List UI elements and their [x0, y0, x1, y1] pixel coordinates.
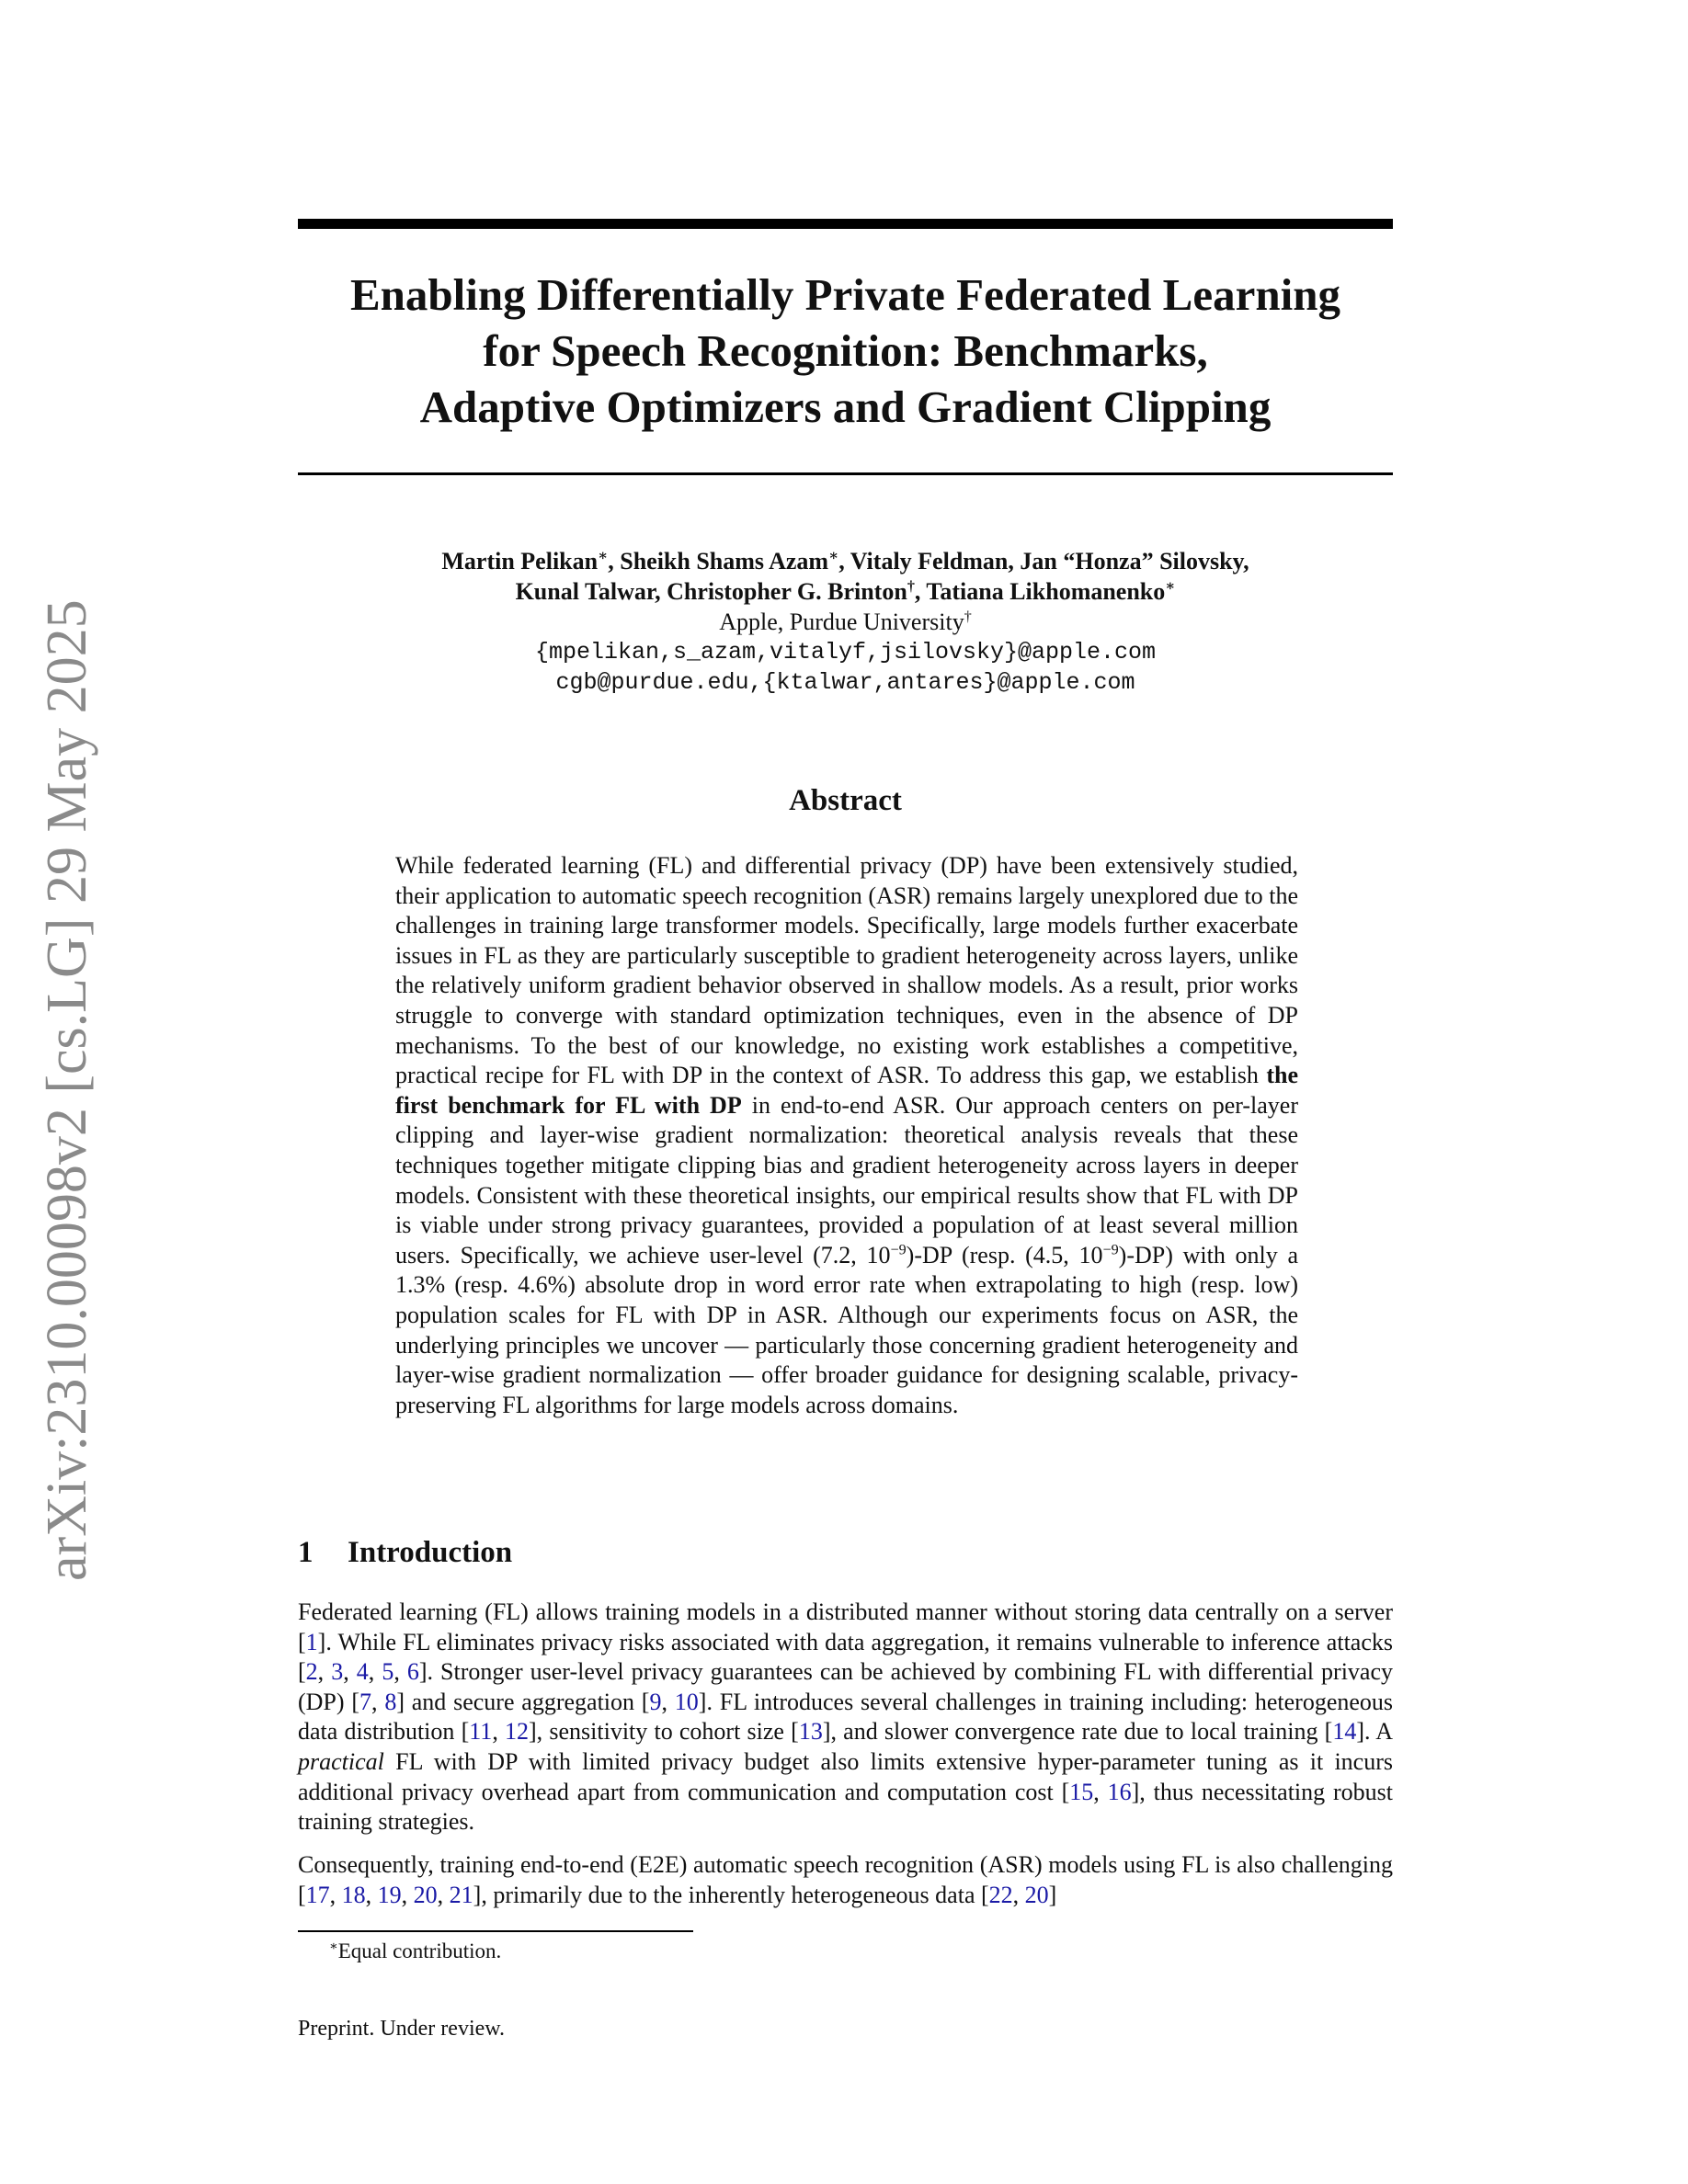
citation-link[interactable]: 19 — [377, 1881, 402, 1908]
citation-link[interactable]: 13 — [798, 1718, 823, 1746]
citation-link[interactable]: 18 — [341, 1881, 366, 1908]
citation-link[interactable]: 10 — [674, 1688, 699, 1715]
paper-title — [298, 267, 1393, 435]
citation-link[interactable]: 22 — [988, 1881, 1013, 1908]
author-name: Martin Pelikan — [441, 548, 599, 574]
section-title: Introduction — [348, 1536, 513, 1569]
citation-link[interactable]: 6 — [406, 1658, 419, 1686]
title-top-rule — [298, 219, 1393, 229]
citation-link[interactable]: 20 — [413, 1881, 438, 1908]
citation-link[interactable]: 1 — [305, 1628, 318, 1655]
equal-contribution-mark: ∗ — [828, 548, 839, 564]
citation-link[interactable]: 14 — [1332, 1718, 1357, 1746]
citation-link[interactable]: 15 — [1069, 1778, 1094, 1805]
citation-link[interactable]: 17 — [305, 1881, 330, 1908]
intro-paragraph-2: Consequently, training end-to-end (E2E) automatic speech recognition (ASR) models using FL is also challenging [17, 18, 19, 20, 21], primarily due to the inherently heterogeneous data [22, 20] — [298, 1851, 1393, 1908]
arxiv-sidebar-stamp: arXiv:2310.00098v2 [cs.LG] 29 May 2025 — [36, 599, 98, 1581]
citation-link[interactable]: 5 — [382, 1658, 394, 1686]
abstract-bold-claim: the first benchmark for FL with DP — [395, 1062, 1298, 1119]
exponent: −9 — [890, 1242, 907, 1258]
section-heading-introduction — [298, 1533, 512, 1572]
affiliation: Apple, Purdue University† — [719, 609, 972, 635]
citation-link[interactable]: 11 — [469, 1718, 493, 1746]
citation-link[interactable]: 21 — [449, 1881, 473, 1908]
title-line-2: for Speech Recognition: Benchmarks, — [483, 325, 1208, 376]
emphasis: practical — [298, 1747, 384, 1775]
footnote-rule — [298, 1930, 693, 1932]
citation-link[interactable]: 3 — [331, 1658, 344, 1686]
citation-link[interactable]: 7 — [359, 1688, 372, 1715]
footnote — [329, 1938, 501, 1965]
citation-link[interactable]: 8 — [384, 1688, 397, 1715]
intro-paragraph-1: Federated learning (FL) allows training models in a distributed manner without storing data centrally on a server [1]. While FL eliminates privacy risks associated with data aggregation, it remains vulnerable to inference attacks [2, 3, 4, 5, 6]. Stronger user-level privacy guarantees can be achieved by combining FL with differential privacy (DP) [7, 8] and secure aggregation [9, 10]. FL introduces several challenges in training including: heterogeneous data distribution [11, 12], sensitivity to cohort size [13], and slower convergence rate due to local training [14]. A practical FL with DP with limited privacy budget also limits extensive hyper-parameter tuning as it incurs additional privacy overhead apart from communication and computation cost [15, 16], thus necessitating robust training strategies. — [298, 1598, 1394, 1836]
author-block — [298, 546, 1393, 698]
citation-link[interactable]: 2 — [305, 1658, 318, 1686]
title-line-1: Enabling Differentially Private Federated Learning — [350, 269, 1340, 320]
author-names: Kunal Talwar, Christopher G. Brinton — [515, 578, 907, 605]
title-bottom-rule — [298, 472, 1393, 475]
abstract-heading: Abstract — [789, 784, 902, 817]
author-names: Vitaly Feldman, Jan “Honza” Silovsky, — [850, 548, 1249, 574]
footnote-mark: ∗ — [329, 1939, 338, 1954]
citation-link[interactable]: 20 — [1024, 1881, 1049, 1908]
affiliation-mark: † — [964, 609, 972, 625]
citation-link[interactable]: 4 — [356, 1658, 369, 1686]
equal-contribution-mark: ∗ — [598, 548, 609, 564]
equal-contribution-mark: ∗ — [1165, 578, 1176, 595]
preprint-notice: Preprint. Under review. — [298, 2017, 506, 2041]
citation-link[interactable]: 16 — [1107, 1778, 1132, 1805]
abstract-text: While federated learning (FL) and differential privacy (DP) have been extensively studied, their application to automatic speech recognition (ASR) remains largely unexplored due to the challenges in training large transformer models. Specifically, large models further exacerbate issues in FL as they are particularly susceptible to gradient heterogeneity across layers, unlike the relatively uniform gradient behavior observed in shallow models. As a result, prior works struggle to converge with standard optimization techniques, even in the absence of DP mechanisms. To the best of our knowledge, no existing work establishes a competitive, practical recipe for FL with DP in the context of ASR. To address this gap, we establish the first benchmark for FL with DP in end-to-end ASR. Our approach centers on per-layer clipping and layer-wise gradient normalization: theoretical analysis reveals that these techniques together mitigate clipping bias and gradient heterogeneity across layers in deeper models. Consistent with these theoretical insights, our empirical results show that FL with DP is viable under strong privacy guarantees, provided a population of at least several million users. Specifically, we achieve user-level (7.2, $10^{-9})-DP$ (resp. (4.5, $10^{-9})-DP$) with only a 1.3% (resp. 4.6%) absolute drop in word error rate when extrapolating to high (resp. low) population scales for FL with DP in ASR. Although our experiments focus on ASR, the underlying principles we uncover — particularly those concerning gradient heterogeneity and layer-wise gradient normalization — offer broader guidance for designing scalable, privacy-preserving FL algorithms for large models across domains. — [395, 852, 1298, 1418]
email-line-2: cgb@purdue.edu,{ktalwar,antares}@apple.com — [555, 669, 1135, 696]
title-line-3: Adaptive Optimizers and Gradient Clipping — [419, 381, 1272, 432]
author-line-1: Martin Pelikan∗, Sheikh Shams Azam∗, Vitaly Feldman, Jan “Honza” Silovsky, — [441, 548, 1249, 574]
affiliation-mark: † — [907, 578, 915, 595]
exponent: −9 — [1102, 1242, 1119, 1258]
author-name: Sheikh Shams Azam — [620, 548, 829, 574]
email-line-1: {mpelikan,s_azam,vitalyf,jsilovsky}@apple.com — [534, 639, 1157, 665]
citation-link[interactable]: 12 — [505, 1718, 530, 1746]
section-number: 1 — [298, 1536, 314, 1569]
author-line-2: Kunal Talwar, Christopher G. Brinton†, Tatiana Likhomanenko∗ — [515, 578, 1176, 605]
footnote-text: Equal contribution. — [337, 1939, 502, 1962]
citation-link[interactable]: 9 — [649, 1688, 662, 1715]
author-name: Tatiana Likhomanenko — [926, 578, 1166, 605]
